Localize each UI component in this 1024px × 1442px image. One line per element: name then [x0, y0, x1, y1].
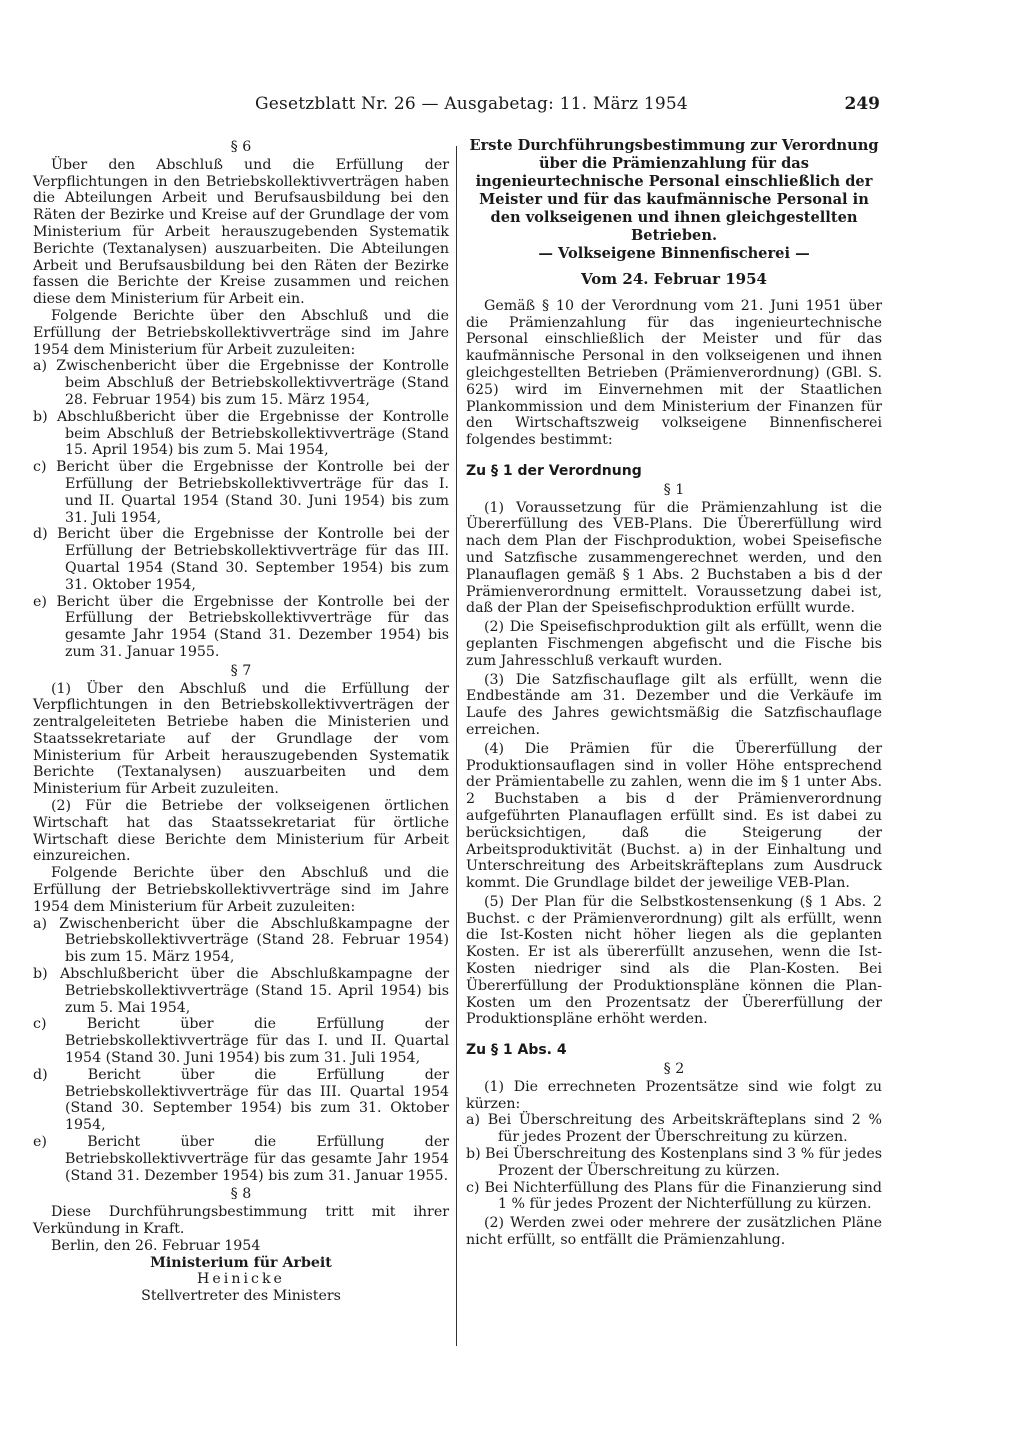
regulation-subtitle: — Volkseigene Binnenfischerei — [538, 245, 810, 262]
signer-role: Stellvertreter des Ministers [141, 1288, 341, 1305]
section-2-paragraph-1: (1) Die errechneten Prozentsätze sind wie folgt zu kürzen: [466, 1078, 882, 1112]
section-7-item-e: e) Bericht über die Erfüllung der Betriebskollektivverträge für das gesamte Jahr 1954 (Stand 31. Dezember 1954) bis zum 31. Januar 1955. [33, 1134, 449, 1184]
section-1-paragraph-5: (5) Der Plan für die Selbstkostensenkung (§ 1 Abs. 2 Buchst. c der Prämienverordnung) gilt als erfüllt, wenn die Ist-Kosten nicht höher liegen als die geplanten Kosten. Er ist als übererfüllt anzusehen, wenn die Ist-Kosten niedriger sind als die Plan-Kosten. Bei Übererfüllung der Produktionspläne können die Plan-Kosten um den Prozentsatz der Übererfüllung der Produktionspläne erhöht werden. [466, 893, 882, 1028]
section-7-item-d: d) Bericht über die Erfüllung der Betriebskollektivverträge für das III. Quartal 1954 (Stand 30. September 1954) bis zum 31. Oktober 1954, [33, 1066, 449, 1134]
ministry-name: Ministerium für Arbeit [150, 1254, 332, 1271]
section-2-heading: § 2 [663, 1061, 685, 1078]
section-7-item-b: b) Abschlußbericht über die Abschlußkampagne der Betriebskollektivverträge (Stand 15. April 1954) bis zum 5. Mai 1954, [33, 966, 449, 1016]
section-6-item-c: c) Bericht über die Ergebnisse der Kontrolle bei der Erfüllung der Betriebskollektivverträge für das I. und II. Quartal 1954 (Stand 30. Juni 1954) bis zum 31. Juli 1954, [33, 459, 449, 526]
column-divider [456, 146, 457, 1346]
section-2-paragraph-2: (2) Werden zwei oder mehrere der zusätzlichen Pläne nicht erfüllt, so entfällt die Prämienzahlung. [466, 1215, 882, 1249]
place-date: Berlin, den 26. Februar 1954 [51, 1237, 261, 1254]
section-1-heading: § 1 [663, 481, 685, 498]
header-title: Gesetzblatt Nr. 26 — Ausgabetag: 11. März 1954 [255, 94, 688, 114]
zu-1-heading: Zu § 1 der Verordnung [466, 462, 642, 479]
page-header [0, 90, 1024, 120]
section-1-paragraph-4: (4) Die Prämien für die Übererfüllung der Produktionsauflagen sind in voller Höhe entsprechend der Prämientabelle zu zahlen, wenn die im § 1 unter Abs. 2 Buchstaben a bis d der Prämienverordnung aufgeführten Planauflagen erfüllt sind. Es ist dabei zu berücksichtigen, daß die Steigerung der Arbeitsproduktivität (Buchst. a) in der Einhaltung und Unterschreitung des Arbeitskräfteplans zum Ausdruck kommt. Die Grundlage bildet der jeweilige VEB-Plan. [466, 740, 882, 892]
regulation-date: Vom 24. Februar 1954 [581, 270, 767, 288]
section-7-heading: § 7 [230, 662, 252, 679]
zu-1-abs-4-heading: Zu § 1 Abs. 4 [466, 1042, 567, 1059]
signer-name: Heinicke [197, 1271, 285, 1288]
section-6-paragraph-2: Folgende Berichte über den Abschluß und die Erfüllung der Betriebskollektivverträge sind im Jahre 1954 dem Ministerium für Arbeit zuzuleiten: [33, 307, 449, 358]
section-2-item-b: b) Bei Überschreitung des Kostenplans sind 3 % für jedes Prozent der Überschreitung zu kürzen. [466, 1146, 882, 1179]
section-1-paragraph-2: (2) Die Speisefischproduktion gilt als erfüllt, wenn die geplanten Fischmengen abgefischt und die Fische bis zum Jahresschluß verkauft wurden. [466, 619, 882, 669]
section-6-item-d: d) Bericht über die Ergebnisse der Kontrolle bei der Erfüllung der Betriebskollektivverträge für das III. Quartal 1954 (Stand 30. September 1954) bis zum 31. Oktober 1954, [33, 526, 449, 593]
section-1-paragraph-1: (1) Voraussetzung für die Prämienzahlung ist die Übererfüllung des VEB-Plans. Die Übererfüllung wird nach dem Plan der Fischproduktion, wobei Speisefische und Satzfische zusammengerechnet werden, und den Planauflagen gemäß § 1 Abs. 2 Buchstaben a bis d der Prämienverordnung ermittelt. Voraussetzung dabei ist, daß der Plan der Speisefischproduktion erfüllt wurde. [466, 499, 882, 617]
section-6-heading: § 6 [230, 139, 252, 155]
section-7-paragraph-2: (2) Für die Betriebe der volkseigenen örtlichen Wirtschaft hat das Staatssekretariat für örtliche Wirtschaft diese Berichte dem Ministerium für Arbeit einzureichen. [33, 798, 449, 865]
section-2-item-c: c) Bei Nichterfüllung des Plans für die Finanzierung sind 1 % für jedes Prozent der Nichterfüllung zu kürzen. [466, 1179, 882, 1213]
right-column [466, 137, 882, 1249]
section-2-item-a: a) Bei Überschreitung des Arbeitskräfteplans sind 2 % für jedes Prozent der Überschreitung zu kürzen. [466, 1112, 882, 1146]
section-6-item-a: a) Zwischenbericht über die Ergebnisse der Kontrolle beim Abschluß der Betriebskollektivverträge (Stand 28. Februar 1954) bis zum 15. März 1954, [33, 358, 449, 408]
section-6-paragraph-1: Über den Abschluß und die Erfüllung der Verpflichtungen in den Betriebskollektivverträgen haben die Abteilungen Arbeit und Berufsausbildung bei den Räten der Bezirke und Kreise auf der Grundlage der vom Ministerium für Arbeit herauszugebenden Systematik Berichte (Textanalysen) auszuarbeiten. Die Abteilungen Arbeit und Berufsausbildung bei den Räten der Bezirke fassen die Berichte der Kreise zusammen und reichen diese dem Ministerium für Arbeit ein. [33, 156, 449, 308]
left-column [33, 137, 449, 1305]
section-7-item-a: a) Zwischenbericht über die Abschlußkampagne der Betriebskollektivverträge (Stand 28. Februar 1954) bis zum 15. März 1954, [33, 915, 449, 966]
section-8-paragraph: Diese Durchführungsbestimmung tritt mit ihrer Verkündung in Kraft. [33, 1204, 449, 1237]
section-7-paragraph-3: Folgende Berichte über den Abschluß und die Erfüllung der Betriebskollektivverträge sind im Jahre 1954 dem Ministerium für Arbeit zuzuleiten: [33, 865, 449, 915]
intro-paragraph: Gemäß § 10 der Verordnung vom 21. Juni 1951 über die Prämienzahlung für das ingenieurtechnische Personal einschließlich der Meister und für das kaufmännische Personal in den volkseigenen und ihnen gleichgestellten Betrieben (Prämienverordnung) (GBl. S. 625) wird im Einvernehmen mit der Staatlichen Plankommission und dem Ministerium der Finanzen für den Wirtschaftszweig volkseigene Binnenfischerei folgendes bestimmt: [466, 297, 882, 449]
section-7-item-c: c) Bericht über die Erfüllung der Betriebskollektivverträge für das I. und II. Quartal 1954 (Stand 30. Juni 1954) bis zum 31. Juli 1954, [33, 1016, 449, 1067]
section-6-item-e: e) Bericht über die Ergebnisse der Kontrolle bei der Erfüllung der Betriebskollektivverträge für das gesamte Jahr 1954 (Stand 31. Dezember 1954) bis zum 31. Januar 1955. [33, 593, 449, 660]
regulation-title: Erste Durchführungsbestimmung zur Verordnung über die Prämienzahlung für das ingenieurtechnische Personal einschließlich der Meister und für das kaufmännische Personal in den volkseigenen und ihnen gleichgestellten Betrieben. [469, 137, 879, 244]
section-1-paragraph-3: (3) Die Satzfischauflage gilt als erfüllt, wenn die Endbestände am 31. Dezember und die Verkäufe im Laufe des Jahres gewichtsmäßig die Satzfischauflage erreichen. [466, 671, 882, 738]
section-7-paragraph-1: (1) Über den Abschluß und die Erfüllung der Verpflichtungen in den Betriebskollektivverträgen der zentralgeleiteten Betriebe haben die Ministerien und Staatssekretariate auf der Grundlage der vom Ministerium für Arbeit herauszugebenden Systematik Berichte (Textanalysen) auszuarbeiten und dem Ministerium für Arbeit zuzuleiten. [33, 680, 449, 798]
section-8-heading: § 8 [230, 1186, 252, 1203]
page-number: 249 [844, 94, 880, 114]
section-6-item-b: b) Abschlußbericht über die Ergebnisse der Kontrolle beim Abschluß der Betriebskollektivverträge (Stand 15. April 1954) bis zum 5. Mai 1954, [33, 408, 449, 459]
